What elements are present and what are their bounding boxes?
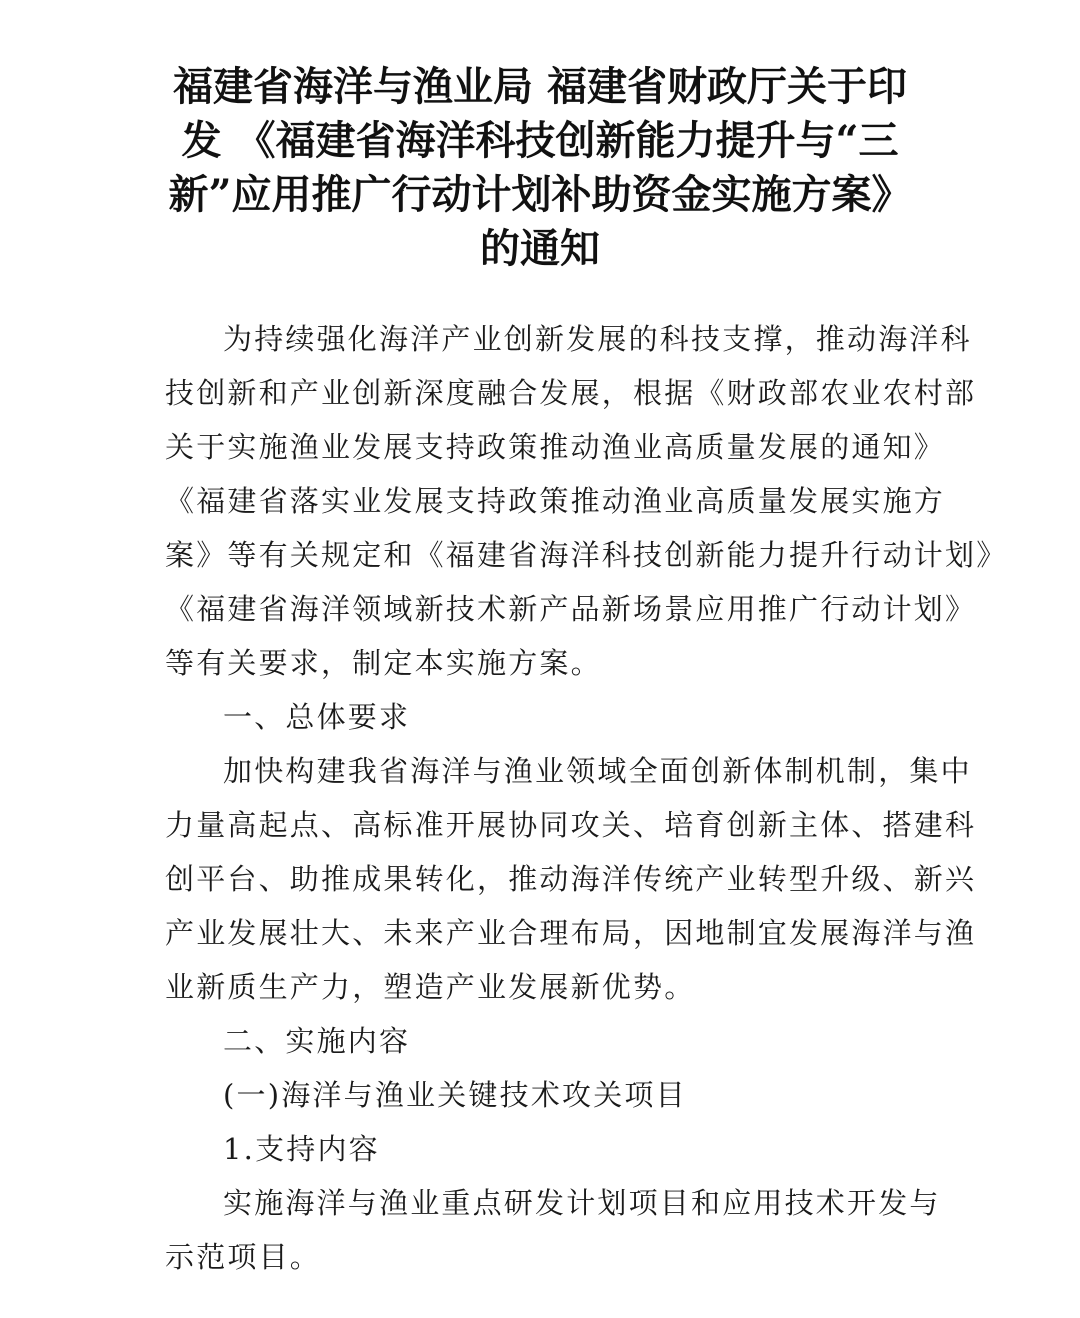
section-1-line: 创平台、助推成果转化，推动海洋传统产业转型升级、新兴 [165, 862, 977, 896]
item-1-line: 实施海洋与渔业重点研发计划项目和应用技术开发与 [223, 1186, 941, 1220]
section-2-heading-text: 二、实施内容 [223, 1024, 411, 1058]
title-line-3: 新”应用推广行动计划补助资金实施方案》 [168, 171, 912, 218]
section-1-line: 加快构建我省海洋与渔业领域全面创新体制机制，集中 [223, 754, 972, 788]
intro-line: 为持续强化海洋产业创新发展的科技支撑，推动海洋科 [223, 322, 972, 356]
section-1-line: 业新质生产力，塑造产业发展新优势。 [165, 970, 696, 1004]
section-1-paragraph [165, 744, 977, 1014]
section-1-heading [165, 690, 925, 744]
section-1-heading-text: 一、总体要求 [223, 700, 411, 734]
title-line-4: 的通知 [480, 225, 600, 272]
document-body [165, 312, 1008, 1284]
item-1-heading [165, 1122, 925, 1176]
title-line-1: 福建省海洋与渔业局 福建省财政厅关于印 [173, 63, 907, 110]
section-2-heading [165, 1014, 925, 1068]
intro-line: 案》等有关规定和《福建省海洋科技创新能力提升行动计划》 [165, 538, 1008, 572]
intro-line: 关于实施渔业发展支持政策推动渔业高质量发展的通知》 [165, 430, 946, 464]
intro-paragraph [165, 312, 1008, 690]
section-1-line: 力量高起点、高标准开展协同攻关、培育创新主体、搭建科 [165, 808, 977, 842]
intro-line: 技创新和产业创新深度融合发展，根据《财政部农业农村部 [165, 376, 977, 410]
item-1-line: 示范项目。 [165, 1240, 322, 1274]
document-title [160, 60, 920, 276]
item-1-heading-text: 1.支持内容 [223, 1132, 380, 1166]
intro-line: 《福建省海洋领域新技术新产品新场景应用推广行动计划》 [165, 592, 977, 626]
subsection-1-heading-text: (一)海洋与渔业关键技术攻关项目 [223, 1078, 687, 1112]
intro-line: 《福建省落实业发展支持政策推动渔业高质量发展实施方 [165, 484, 946, 518]
item-1-paragraph [165, 1176, 941, 1284]
subsection-1-heading [165, 1068, 925, 1122]
section-1-line: 产业发展壮大、未来产业合理布局，因地制宜发展海洋与渔 [165, 916, 977, 950]
intro-line: 等有关要求，制定本实施方案。 [165, 646, 602, 680]
title-line-2: 发 《福建省海洋科技创新能力提升与“三 [181, 117, 899, 164]
